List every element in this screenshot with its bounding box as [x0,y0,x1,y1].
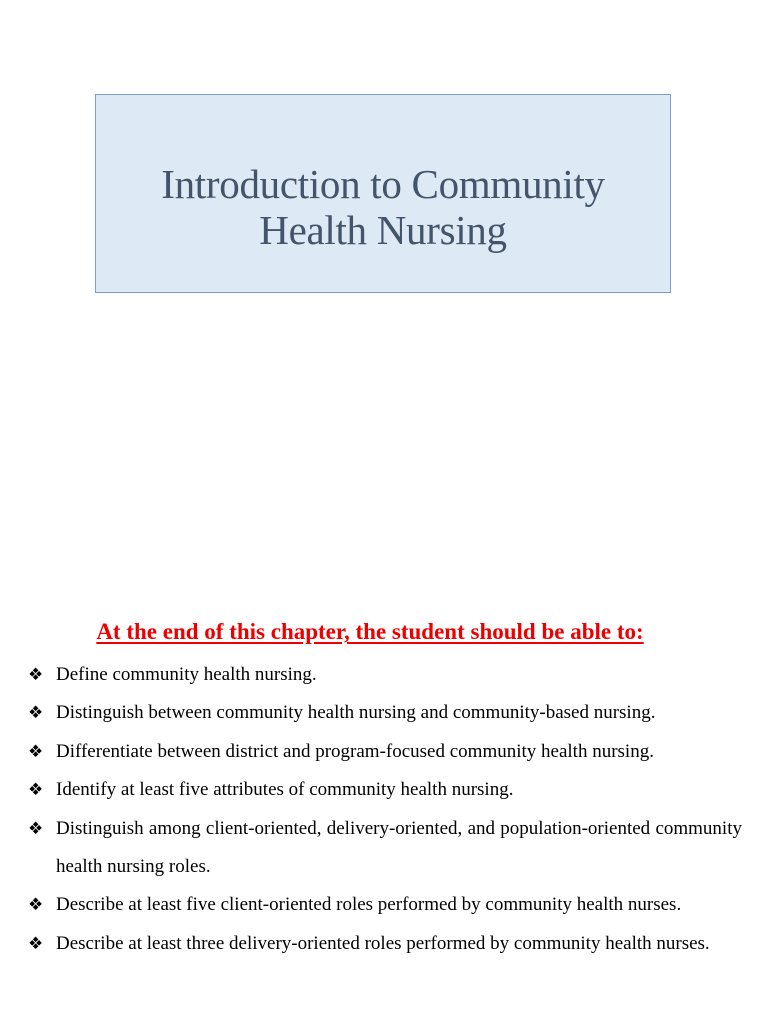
objective-item [28,925,742,963]
diamond-bullet-icon: ❖ [28,895,44,915]
objective-text: Describe at least five client-oriented roles performed by community health nurses. [56,894,682,916]
objective-text: Describe at least three delivery-oriented roles performed by community health nurses. [56,932,710,954]
objective-item [28,771,742,809]
objective-item [28,733,742,771]
title-line-2: Health Nursing [259,206,507,253]
objectives-list [28,656,742,963]
page-title [161,135,604,253]
objective-text: Differentiate between district and program-focused community health nursing. [56,740,654,762]
objective-item [28,886,742,924]
diamond-bullet-icon: ❖ [28,818,44,838]
objectives-heading: At the end of this chapter, the student should be able to: [96,619,644,644]
diamond-bullet-icon: ❖ [28,665,44,684]
diamond-bullet-icon: ❖ [28,703,44,723]
diamond-bullet-icon: ❖ [28,780,44,800]
objective-text: Define community health nursing. [56,664,317,685]
objective-item [28,694,742,732]
objective-item [28,810,742,887]
objective-text: Identify at least five attributes of community health nursing. [56,779,514,801]
diamond-bullet-icon: ❖ [28,933,44,953]
title-box [95,94,671,293]
title-line-1: Introduction to Community [161,160,605,207]
objective-item [28,656,742,694]
objective-text: Distinguish between community health nursing and community-based nursing. [56,702,656,724]
objective-text: Distinguish among client-oriented, delivery-oriented, and population-oriented community health nursing roles. [56,817,742,878]
diamond-bullet-icon: ❖ [28,741,44,761]
